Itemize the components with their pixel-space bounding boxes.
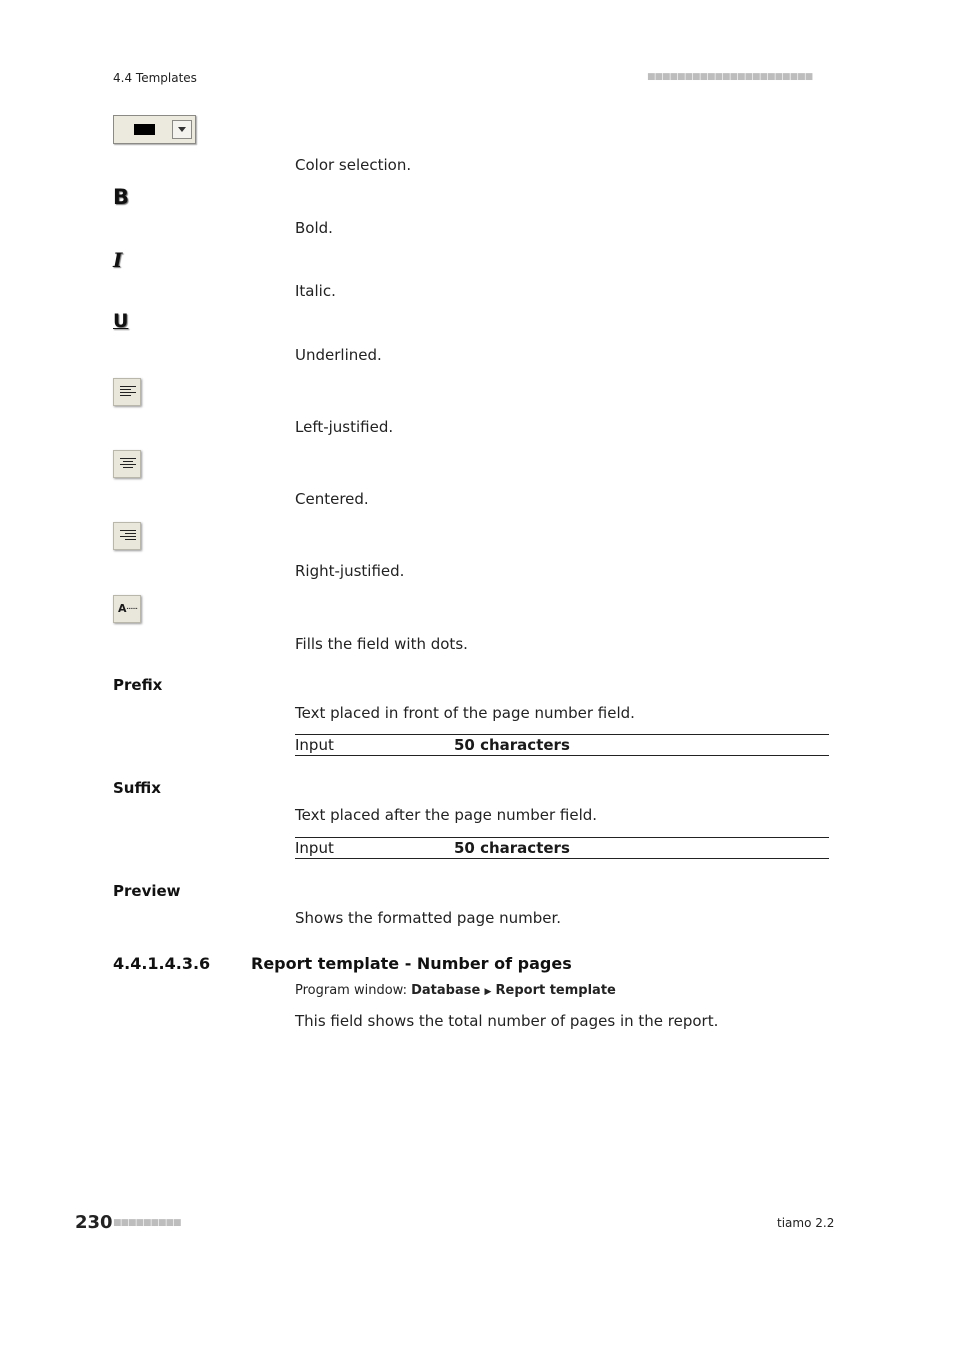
align-right-icon — [113, 522, 141, 550]
path-report-template: Report template — [495, 983, 616, 998]
page-number: 230 — [75, 1212, 113, 1233]
fill-dots-icon — [113, 595, 141, 623]
section-number: 4.4.1.4.3.6 — [113, 954, 211, 973]
bold-icon: B — [113, 185, 130, 209]
path-database: Database — [411, 983, 481, 998]
prefix-desc: Text placed in front of the page number field. — [295, 704, 635, 722]
right-justified-desc: Right-justified. — [295, 562, 405, 580]
align-center-icon — [113, 450, 141, 478]
running-header-section: 4.4 Templates — [113, 71, 197, 85]
fill-dots-desc: Fills the field with dots. — [295, 635, 468, 653]
suffix-input-table — [295, 837, 829, 859]
align-left-icon — [113, 378, 141, 406]
color-swatch — [134, 124, 155, 135]
color-selection-desc: Color selection. — [295, 156, 412, 174]
italic-icon: I — [113, 248, 123, 272]
fill-dots-letter: A — [118, 602, 127, 615]
section-title: Report template - Number of pages — [251, 954, 572, 973]
suffix-term: Suffix — [113, 779, 161, 797]
prefix-input-value: 50 characters — [454, 736, 570, 754]
left-justified-desc: Left-justified. — [295, 418, 394, 436]
preview-term: Preview — [113, 882, 181, 900]
bold-desc: Bold. — [295, 219, 333, 237]
centered-desc: Centered. — [295, 490, 369, 508]
italic-desc: Italic. — [295, 282, 336, 300]
chevron-down-icon[interactable] — [172, 120, 192, 139]
underline-desc: Underlined. — [295, 346, 382, 364]
path-separator-icon: ▶ — [484, 987, 492, 997]
fill-dots-dots: ...... — [126, 602, 138, 612]
header-decoration: ■■■■■■■■■■■■■■■■■■■■■■ — [647, 72, 813, 82]
prefix-input-label: Input — [295, 736, 334, 754]
footer-decoration: ■■■■■■■■■ — [113, 1218, 181, 1228]
program-window-path — [295, 983, 616, 998]
underline-icon: U — [113, 310, 129, 332]
color-dropdown[interactable] — [113, 115, 196, 144]
suffix-input-label: Input — [295, 839, 334, 857]
suffix-input-value: 50 characters — [454, 839, 570, 857]
prefix-input-table — [295, 734, 829, 756]
prefix-term: Prefix — [113, 676, 163, 694]
product-name: tiamo 2.2 — [777, 1216, 835, 1230]
section-desc: This field shows the total number of pages in the report. — [295, 1012, 719, 1030]
suffix-desc: Text placed after the page number field. — [295, 806, 598, 824]
path-prefix: Program window: — [295, 983, 412, 998]
preview-desc: Shows the formatted page number. — [295, 909, 562, 927]
